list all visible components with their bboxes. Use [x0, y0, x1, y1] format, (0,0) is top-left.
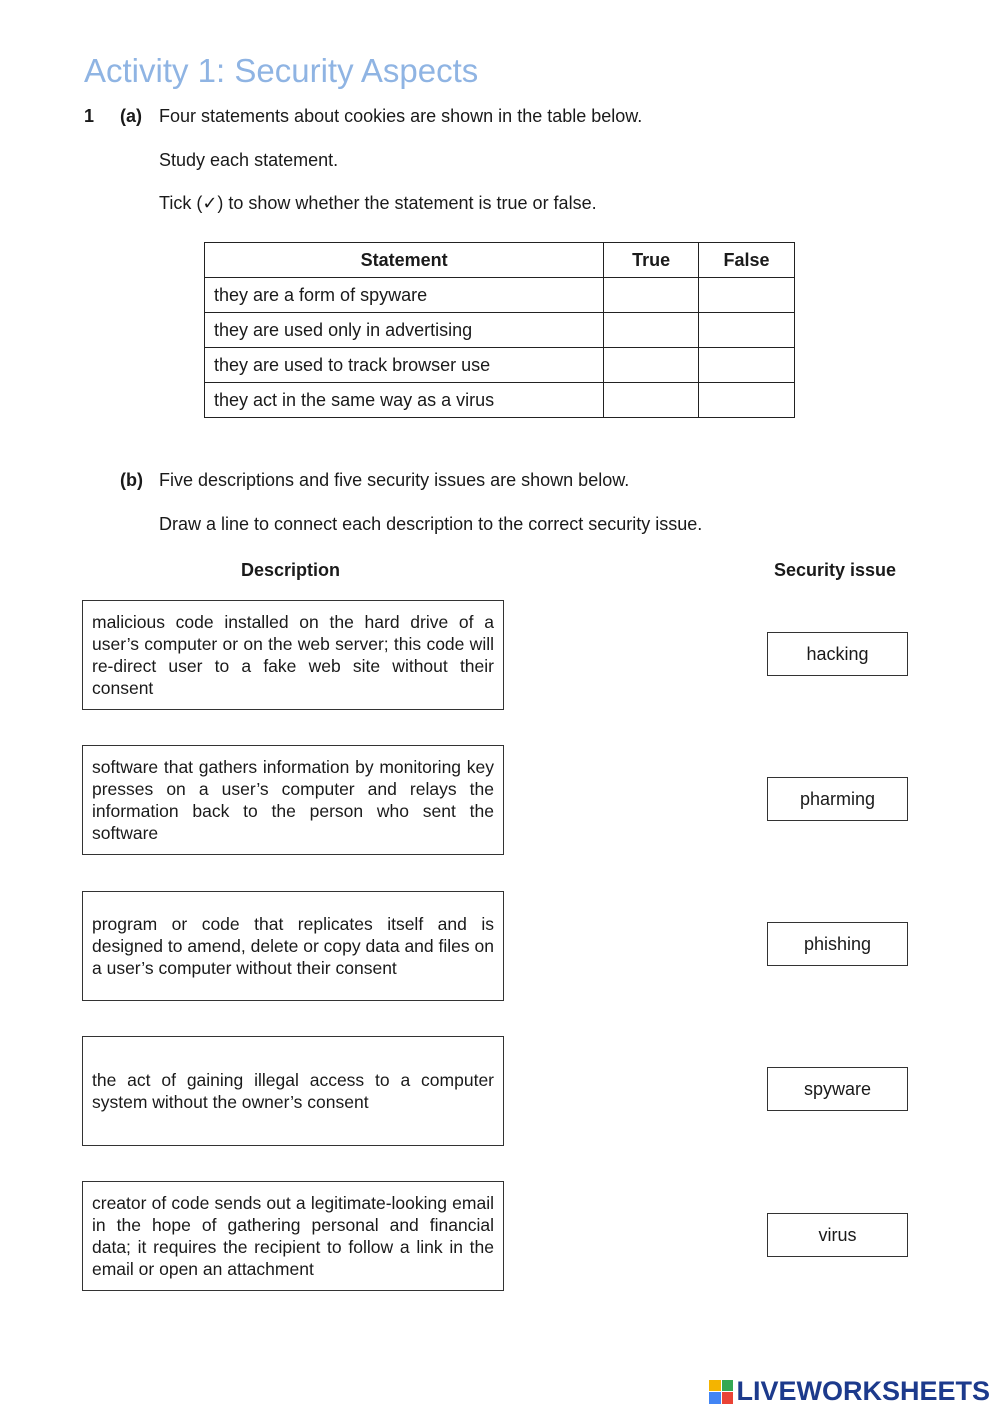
header-true: True: [604, 243, 699, 278]
description-text: creator of code sends out a legitimate-looking email in the hope of gathering personal and financial data; it requires the recipient to follow a link in the email or open an attachment: [92, 1193, 494, 1279]
false-tick-cell[interactable]: [699, 383, 795, 418]
table-header-row: [205, 243, 795, 278]
statement-cell: they are used only in advertising: [205, 313, 604, 348]
table-row: [205, 348, 795, 383]
part-a-study: Study each statement.: [159, 150, 339, 170]
part-a-tick-instruction: Tick (✓) to show whether the statement is true or false.: [159, 193, 597, 213]
true-tick-cell[interactable]: [604, 313, 699, 348]
part-b-label: (b): [120, 470, 143, 490]
issue-box-spyware[interactable]: spyware: [767, 1067, 908, 1111]
issue-box-pharming[interactable]: pharming: [767, 777, 908, 821]
part-a-label: (a): [120, 106, 142, 126]
description-box-pharming[interactable]: [82, 600, 504, 710]
table-row: [205, 313, 795, 348]
false-tick-cell[interactable]: [699, 348, 795, 383]
part-a-intro: Four statements about cookies are shown in the table below.: [159, 106, 643, 126]
liveworksheets-logo-icon: [709, 1380, 733, 1404]
description-box-phishing[interactable]: [82, 1181, 504, 1291]
description-text: malicious code installed on the hard drive of a user’s computer or on the web server; this code will re-direct user to a fake web site without their consent: [92, 612, 494, 698]
statement-cell: they act in the same way as a virus: [205, 383, 604, 418]
description-heading: Description: [241, 560, 341, 580]
description-box-spyware[interactable]: [82, 745, 504, 855]
part-b-instruction: Draw a line to connect each description to the correct security issue.: [159, 514, 703, 534]
false-tick-cell[interactable]: [699, 313, 795, 348]
description-text: the act of gaining illegal access to a computer system without the owner’s consent: [92, 1070, 494, 1112]
false-tick-cell[interactable]: [699, 278, 795, 313]
question-number: 1: [84, 106, 95, 126]
description-box-virus[interactable]: [82, 891, 504, 1001]
page-title: Activity 1: Security Aspects: [84, 52, 479, 89]
statement-cell: they are used to track browser use: [205, 348, 604, 383]
security-issue-heading: Security issue: [774, 560, 897, 580]
cookie-statements-table: [204, 242, 795, 418]
issue-box-phishing[interactable]: phishing: [767, 922, 908, 966]
header-false: False: [699, 243, 795, 278]
liveworksheets-branding: [709, 1376, 990, 1407]
table-row: [205, 278, 795, 313]
table-row: [205, 383, 795, 418]
issue-box-hacking[interactable]: hacking: [767, 632, 908, 676]
true-tick-cell[interactable]: [604, 383, 699, 418]
description-text: program or code that replicates itself and is designed to amend, delete or copy data and files on a user’s computer without their consent: [92, 914, 494, 978]
statement-cell: they are a form of spyware: [205, 278, 604, 313]
liveworksheets-wordmark: LIVEWORKSHEETS: [736, 1376, 990, 1406]
description-text: software that gathers information by monitoring key presses on a user’s computer and relays the information back to the person who sent the software: [92, 757, 494, 843]
issue-box-virus[interactable]: virus: [767, 1213, 908, 1257]
header-statement: Statement: [205, 243, 604, 278]
true-tick-cell[interactable]: [604, 348, 699, 383]
description-box-hacking[interactable]: [82, 1036, 504, 1146]
true-tick-cell[interactable]: [604, 278, 699, 313]
part-b-intro: Five descriptions and five security issues are shown below.: [159, 470, 630, 490]
